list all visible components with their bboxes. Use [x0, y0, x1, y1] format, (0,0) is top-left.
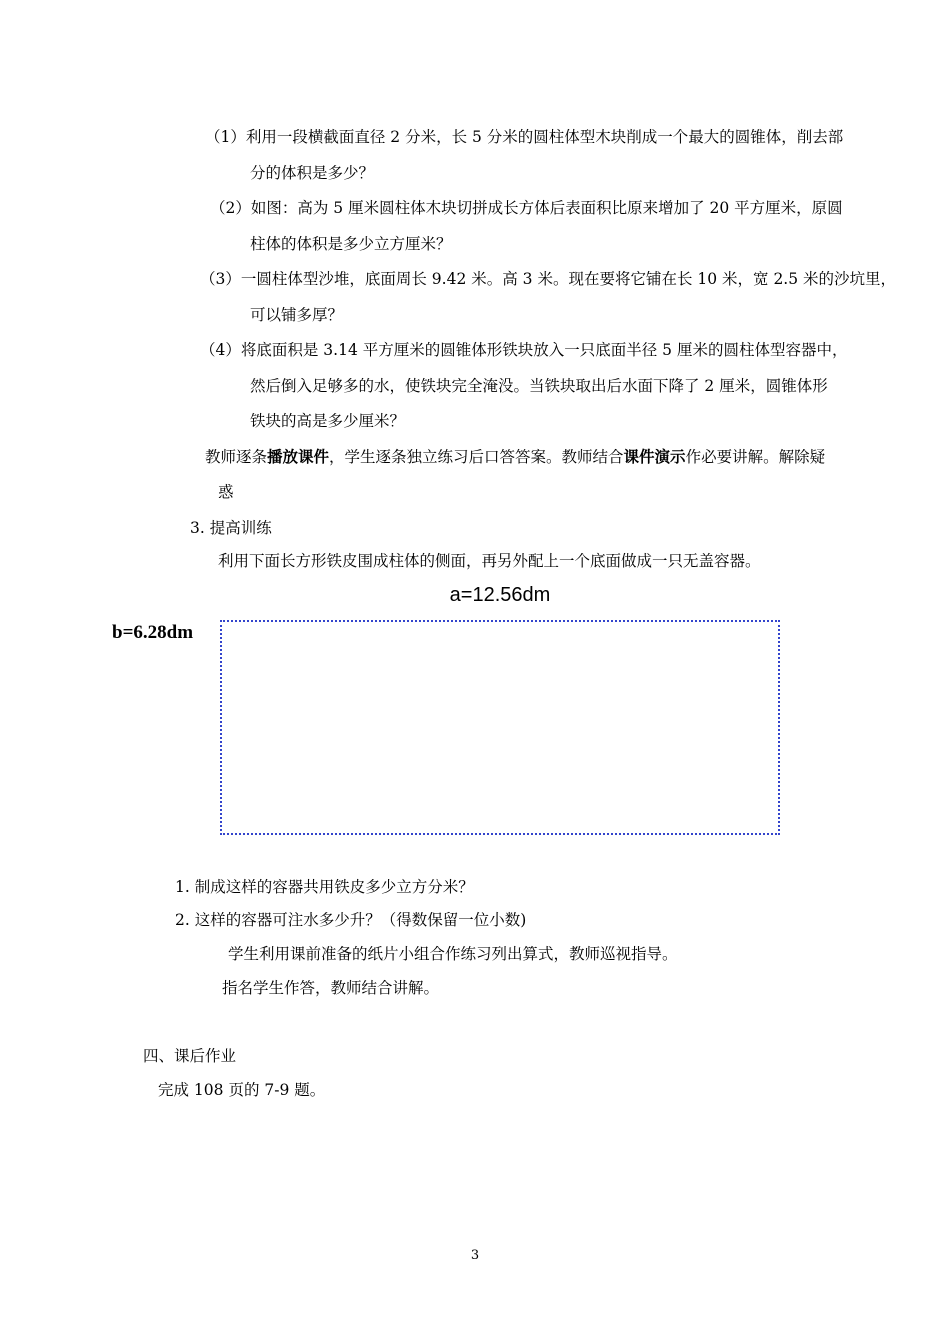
- question-2: 2. 这样的容器可注水多少升？（得数保留一位小数): [175, 911, 527, 929]
- dimension-b-label: b=6.28dm: [112, 622, 194, 643]
- problem-3-line-1: （3）一圆柱体型沙堆，底面周长 9.42 米。高 3 米。现在要将它铺在长 10 米，宽 2.5 米的沙坑里，: [200, 270, 897, 288]
- section-3-intro: 利用下面长方形铁皮围成柱体的侧面，再另外配上一个底面做成一只无盖容器。: [218, 552, 761, 570]
- problem-1-line-1: （1）利用一段横截面直径 2 分米，长 5 分米的圆柱体型木块削成一个最大的圆锥体，削去部: [205, 128, 844, 146]
- problem-2-line-1: （2）如图：高为 5 厘米圆柱体木块切拼成长方体后表面积比原来增加了 20 平方厘米，原圆: [210, 199, 843, 217]
- teacher-note-part-2: ，学生逐条独立练习后口答答案。教师结合: [329, 448, 624, 466]
- question-1: 1. 制成这样的容器共用铁皮多少立方分米？: [175, 878, 474, 896]
- teacher-note-part-1: 教师逐条: [205, 448, 268, 466]
- teacher-note-part-3: 作必要讲解。解除疑: [685, 448, 826, 466]
- problem-2-line-2: 柱体的体积是多少立方厘米？: [250, 235, 452, 253]
- teacher-note-bold-2: 课件演示: [623, 448, 686, 466]
- section-4-title: 四、课后作业: [143, 1047, 237, 1065]
- section-3-title: 3. 提高训练: [190, 519, 272, 537]
- problem-4-line-2: 然后倒入足够多的水，使铁块完全淹没。当铁块取出后水面下降了 2 厘米，圆锥体形: [250, 377, 828, 395]
- problem-4-line-3: 铁块的高是多少厘米？: [250, 412, 406, 430]
- problem-4-line-1: （4）将底面积是 3.14 平方厘米的圆锥体形铁块放入一只底面半径 5 厘米的圆柱体型容器中，: [200, 341, 848, 359]
- answer-note: 指名学生作答，教师结合讲解。: [222, 979, 440, 997]
- student-activity-note: 学生利用课前准备的纸片小组合作练习列出算式，教师巡视指导。: [228, 945, 678, 963]
- teacher-note-bold-1: 播放课件: [267, 448, 330, 466]
- dimension-a-label: a=12.56dm: [449, 584, 551, 606]
- homework-text: 完成 108 页的 7-9 题。: [158, 1081, 326, 1099]
- iron-sheet-rectangle: [220, 620, 780, 835]
- teacher-note-continuation: 惑: [218, 483, 234, 501]
- problem-1-line-2: 分的体积是多少？: [250, 164, 375, 182]
- page-number: 3: [470, 1248, 480, 1263]
- teacher-note: [205, 447, 825, 467]
- problem-3-line-2: 可以铺多厚？: [250, 306, 344, 324]
